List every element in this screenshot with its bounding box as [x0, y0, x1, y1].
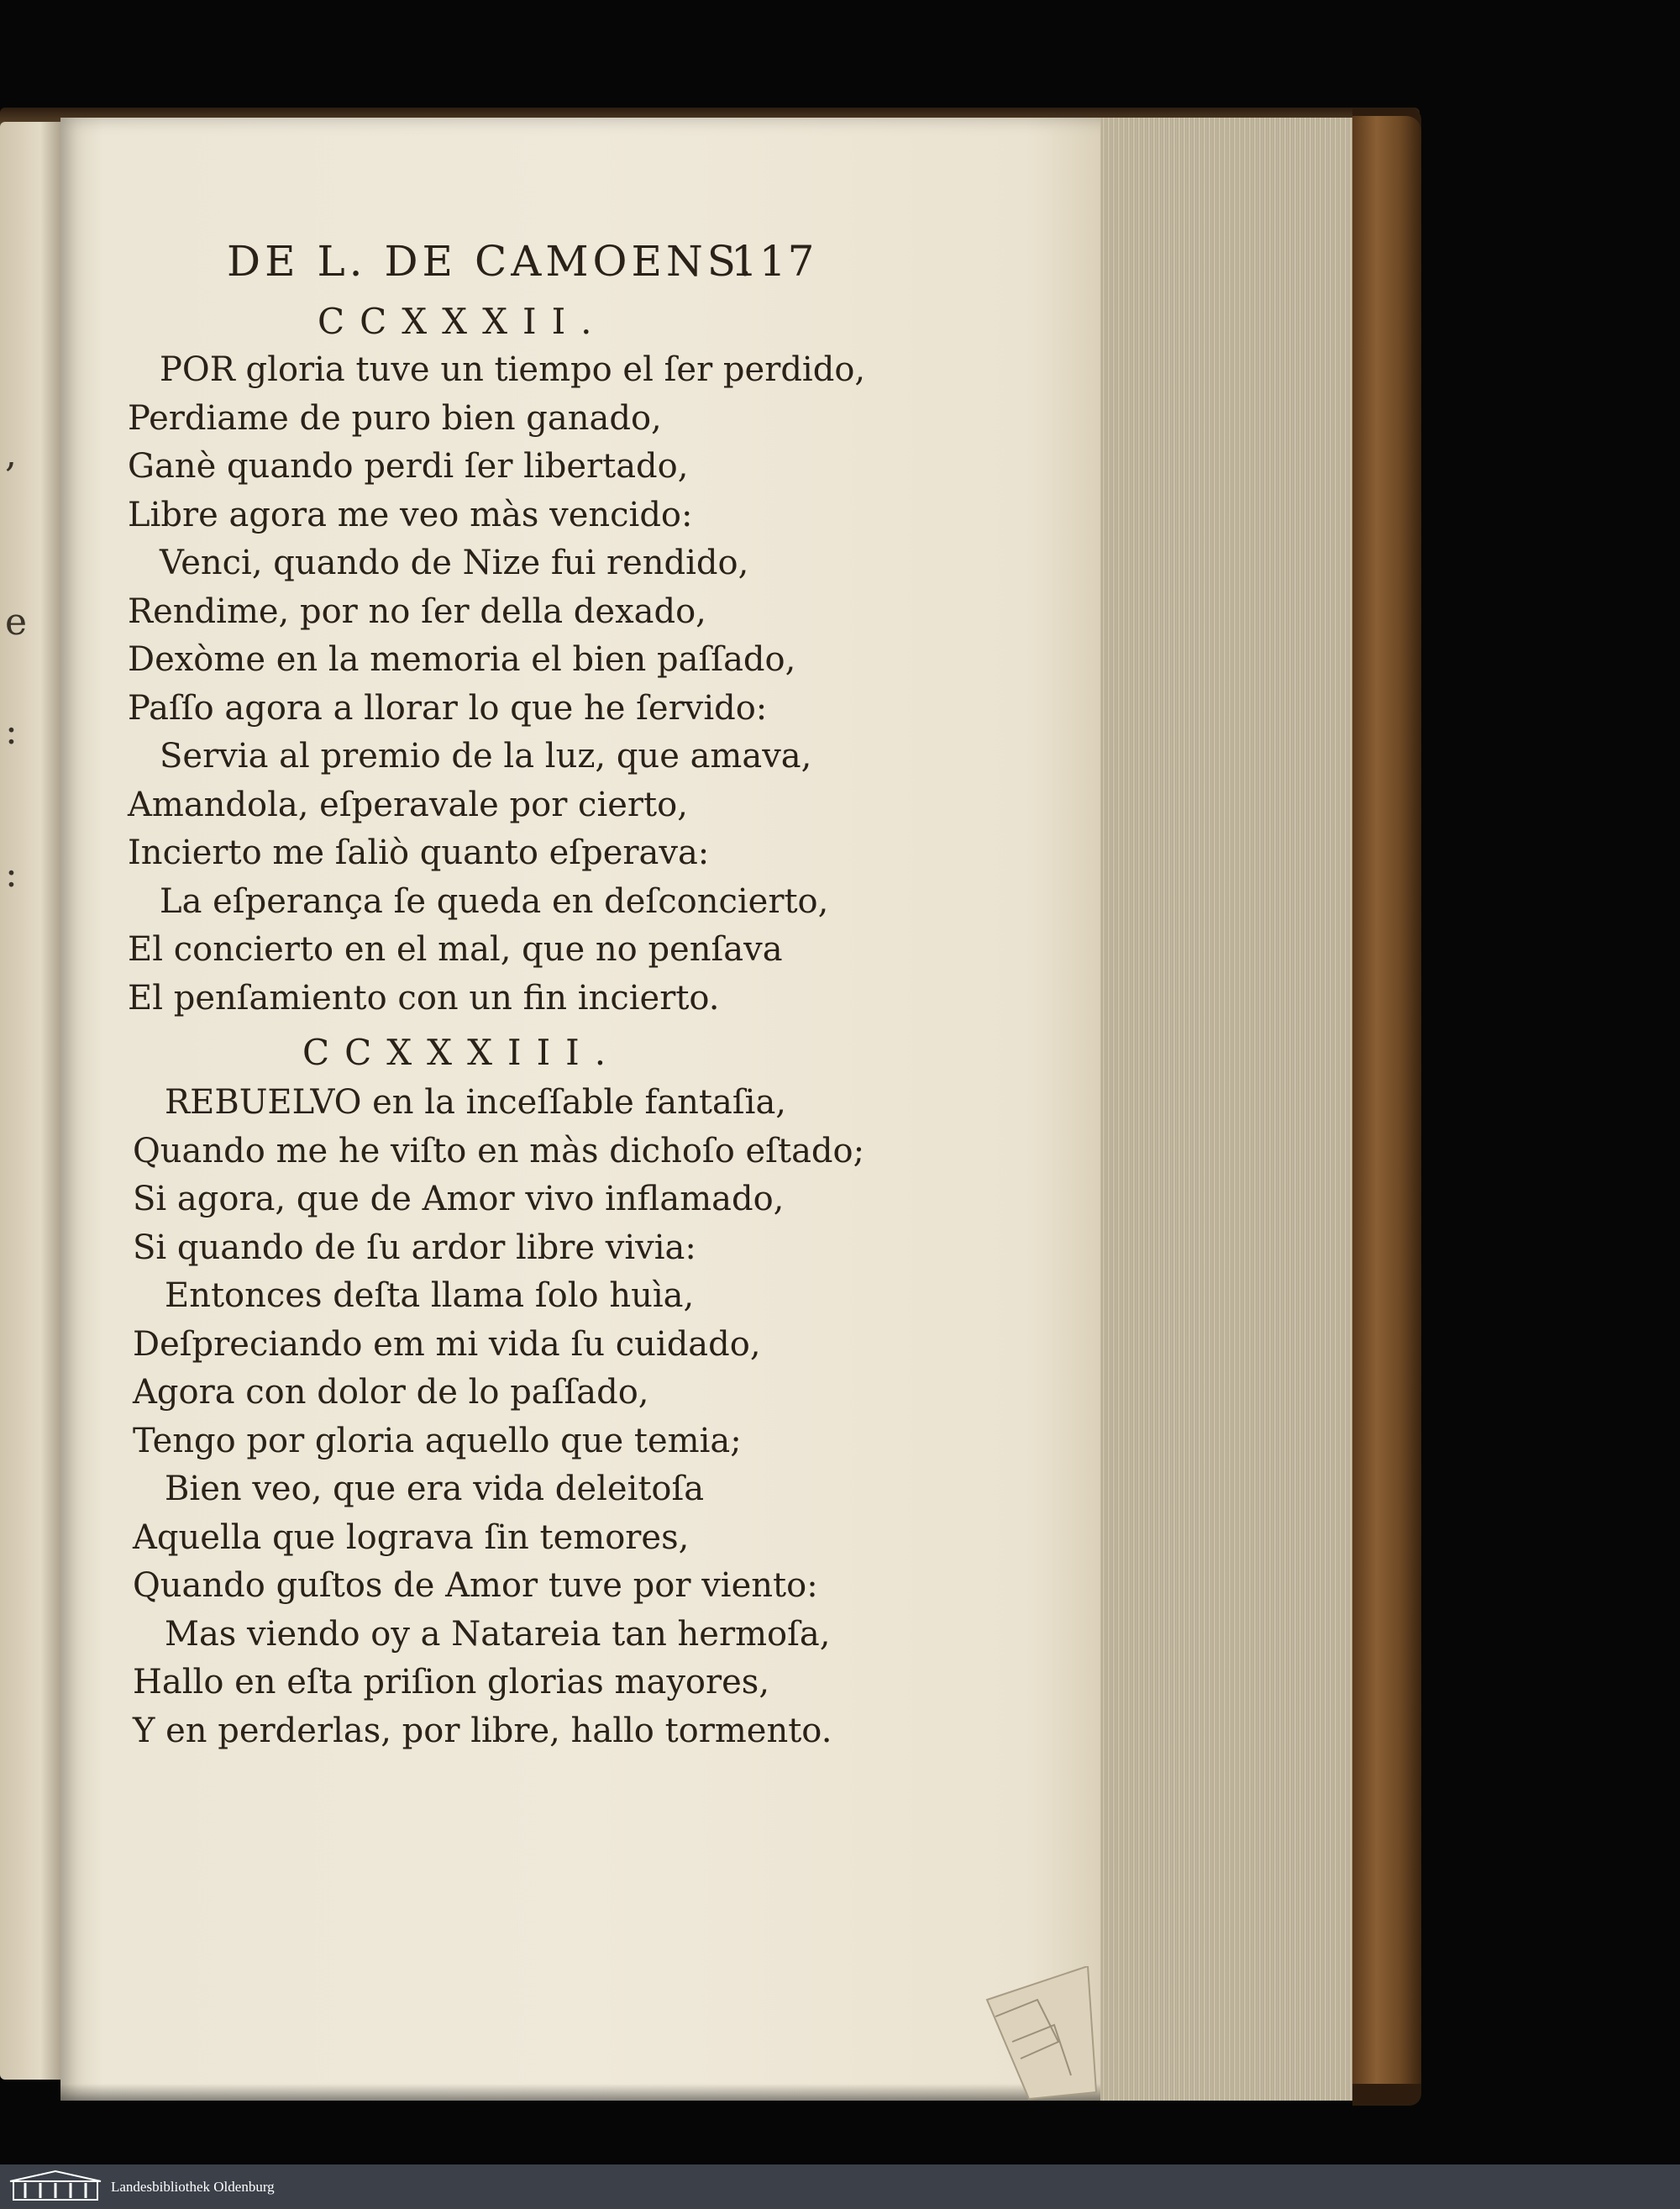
sonnet-text [133, 1079, 864, 1755]
verse-line: Libre agora me veo màs vencido: [128, 495, 693, 534]
sonnet-number: CCXXXIII. [302, 1032, 622, 1073]
verse-line: Venci, quando de Nize fui rendido, [160, 544, 749, 582]
verse-line: Perdiame de puro bien ganado, [128, 398, 662, 438]
ink-mark: : [5, 710, 18, 753]
previous-page-edge [0, 122, 67, 2080]
verse-line: Tengo por gloria aquello que temia; [133, 1421, 742, 1460]
verse-line: Si agora, que de Amor vivo inflamado, [133, 1180, 785, 1218]
verse-line: Servia al premio de la luz, que amava, [160, 737, 812, 776]
verse-line: Bien veo, que era vida deleitoſa [165, 1470, 705, 1508]
folded-corner-icon [979, 1966, 1105, 2101]
verse-line: Hallo en eſta priſion glorias mayores, [133, 1663, 770, 1701]
page-shadow [60, 2084, 1110, 2101]
verse-line: Quando guſtos de Amor tuve por viento: [133, 1566, 818, 1605]
ink-mark: , [5, 433, 17, 476]
verse-line: Mas viendo oy a Natareia tan hermoſa, [165, 1614, 831, 1654]
verse-line: REBUELVO en la inceſſable fantaſia, [165, 1083, 786, 1122]
verse-line: El concierto en el mal, que no penſava [128, 930, 783, 969]
verse-line: Rendime, por no ſer della dexado, [128, 592, 706, 631]
verse-line: Entonces deſta llama ſolo huìa, [165, 1276, 695, 1315]
verse-line: Ganè quando perdi ſer libertado, [128, 447, 689, 486]
verse-line: Incierto me ſaliò quanto eſperava: [128, 834, 710, 872]
library-building-icon [7, 2170, 104, 2203]
ink-mark: e [5, 601, 28, 644]
running-head-title: DE L. DE CAMOENS. [227, 237, 757, 286]
sonnet-number: CCXXXII. [318, 301, 607, 342]
verse-line: Paſſo agora a llorar lo que he ſervido: [128, 688, 768, 728]
page-block-edges [1100, 118, 1356, 2101]
spine-cap-bottom [1352, 2084, 1421, 2106]
verse-line: Quando me he viſto en màs dichoſo eſtado; [133, 1131, 865, 1170]
sonnet-text [128, 346, 865, 1023]
library-name: Landesbibliothek Oldenburg [111, 2179, 275, 2195]
verse-line: La eſperança ſe queda en deſconcierto, [160, 881, 829, 921]
ink-mark: : [5, 853, 18, 896]
verse-line: Agora con dolor de lo paſſado, [133, 1373, 649, 1412]
verse-line: Si quando de ſu ardor libre vivia: [133, 1228, 696, 1267]
running-head [227, 237, 848, 286]
verse-line: Amandola, eſperavale por cierto, [128, 785, 688, 824]
page-number: 117 [731, 237, 816, 286]
verse-line: Aquella que lograva ſin temores, [133, 1517, 690, 1557]
verse-line: POR gloria tuve un tiempo el ſer perdido, [160, 350, 866, 389]
verse-line: Deſpreciando em mi vida ſu cuidado, [133, 1324, 761, 1364]
book-spine [1352, 116, 1421, 2101]
verse-line: Dexòme en la memoria el bien paſſado, [128, 640, 796, 679]
footer-bar [0, 2164, 1680, 2209]
verse-line: Y en perderlas, por libre, hallo tormento. [133, 1711, 832, 1750]
verse-line: El penſamiento con un fin incierto. [128, 978, 720, 1018]
